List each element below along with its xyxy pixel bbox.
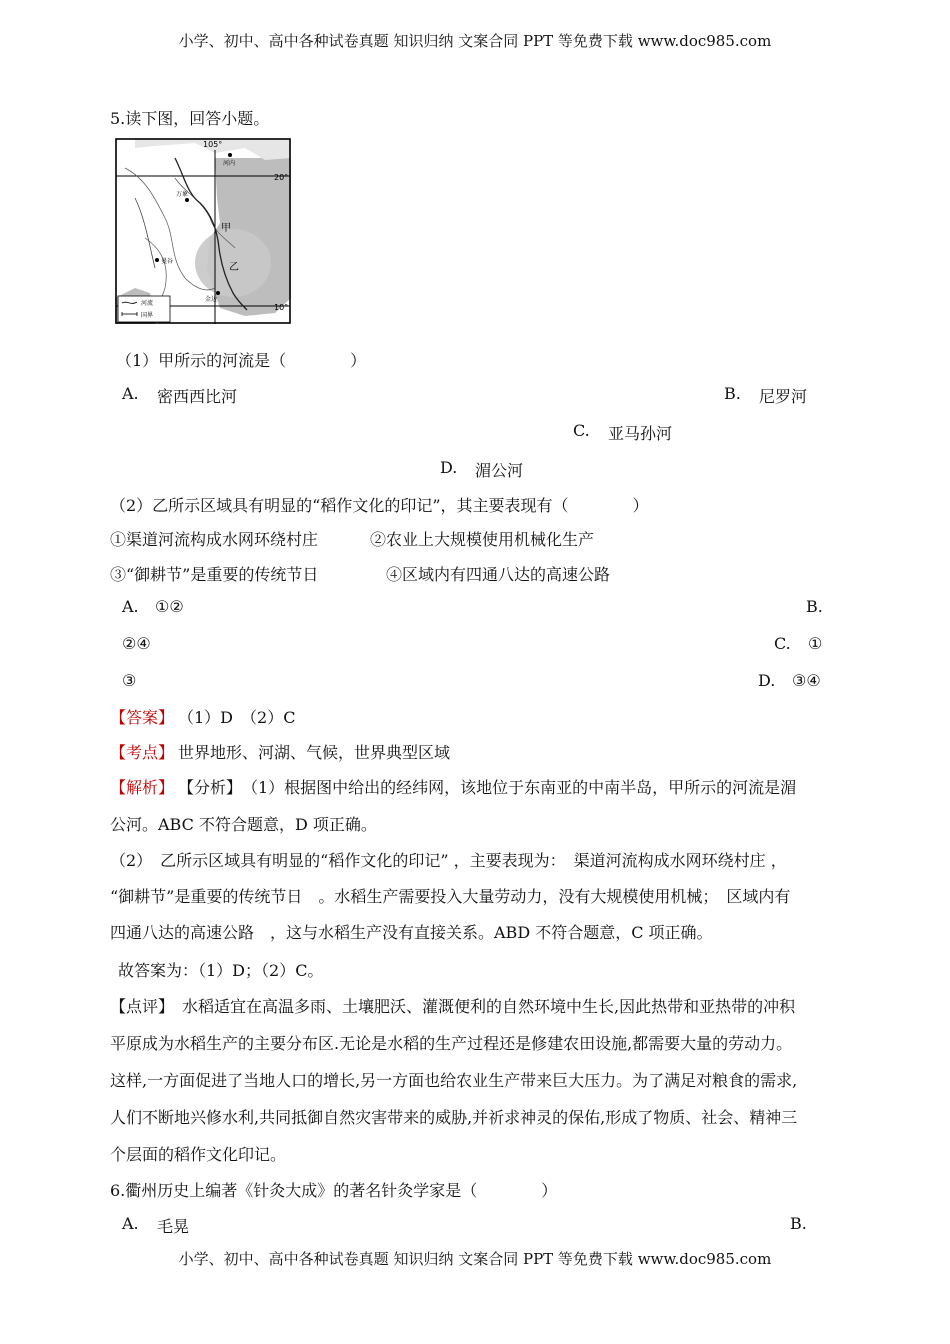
sub1-option-d: 湄公河: [475, 461, 524, 480]
sub2-option-c-part2: ③: [122, 671, 137, 690]
label-yi: 乙: [229, 262, 239, 273]
sub1-option-c-letter: C.: [573, 421, 590, 440]
sub1-option-b-letter: B.: [724, 384, 741, 403]
place-hanoi: 河内: [223, 160, 236, 167]
sub2-statement-1: ①渠道河流构成水网环绕村庄: [110, 530, 319, 549]
answer-tag: 【答案】: [110, 708, 175, 727]
sub2-option-c-part1: ①: [808, 634, 823, 653]
sub1-option-b: 尼罗河: [759, 387, 808, 406]
longitude-label: 105°: [203, 140, 223, 149]
analysis-line-3: （2） 乙所示区域具有明显的“稻作文化的印记” ，主要表现为： 渠道河流构成水网环绕村庄 ，: [110, 851, 787, 870]
kaodian-text: 世界地形、河湖、气候，世界典型区域: [178, 743, 451, 762]
sub2-option-a: ①②: [155, 597, 184, 616]
sub2-option-b-letter: B.: [806, 597, 823, 616]
jiexi-tag: 【解析】: [110, 778, 175, 797]
dianping-line-3: 这样,一方面促进了当地人口的增长,另一方面也给农业生产带来巨大压力。为了满足对粮食的需求,: [110, 1071, 798, 1090]
answer-text: （1）D （2）C: [178, 708, 296, 727]
sub2-statement-4: ④区域内有四通八达的高速公路: [386, 565, 611, 584]
legend-border: 国界: [141, 312, 154, 319]
sub2-option-d-letter: D.: [758, 671, 776, 690]
sub1-stem: （1）甲所示的河流是（ ）: [116, 351, 367, 370]
sub2-option-d: ③④: [792, 671, 821, 690]
sub2-option-c-letter: C.: [774, 634, 791, 653]
sub1-option-d-letter: D.: [440, 458, 458, 477]
legend-river: 河流: [141, 300, 154, 307]
place-vientiane: 万象: [176, 191, 189, 198]
page-footer: 小学、初中、高中各种试卷真题 知识归纳 文案合同 PPT 等免费下载 www.doc985.com: [178, 1250, 772, 1268]
indochina-map: [115, 138, 291, 324]
dianping-line-1: 【点评】 水稻适宜在高温多雨、土壤肥沃、灌溉便利的自然环境中生长,因此热带和亚热带的冲积: [110, 997, 796, 1016]
question-6-stem: 6.衢州历史上编著《针灸大成》的著名针灸学家是（ ）: [110, 1181, 558, 1200]
label-jia: 甲: [221, 223, 231, 234]
page-header: 小学、初中、高中各种试卷真题 知识归纳 文案合同 PPT 等免费下载 www.doc985.com: [178, 32, 772, 50]
latitude-bottom-label: 10°: [274, 303, 289, 312]
place-phnompenh: 金边: [205, 296, 218, 303]
sub2-statement-3: ③“御耕节”是重要的传统节日: [110, 565, 319, 584]
dianping-line-4: 人们不断地兴修水利,共同抵御自然灾害带来的威胁,并祈求神灵的保佑,形成了物质、社会、精神三: [110, 1108, 798, 1127]
dianping-line-2: 平原成为水稻生产的主要分布区.无论是水稻的生产过程还是修建农田设施,都需要大量的劳动力。: [110, 1034, 793, 1053]
sub2-option-a-letter: A.: [122, 597, 139, 616]
kaodian-tag: 【考点】: [110, 743, 175, 762]
analysis-line-4: “御耕节”是重要的传统节日 。水稻生产需要投入大量劳动力，没有大规模使用机械； 区域内有: [110, 887, 791, 906]
latitude-top-label: 20°: [274, 173, 289, 182]
q6-option-a-letter: A.: [122, 1214, 139, 1233]
sub2-statement-2: ②农业上大规模使用机械化生产: [370, 530, 595, 549]
analysis-line-6: 故答案为：（1）D；（2）C。: [118, 961, 324, 980]
dianping-line-5: 个层面的稻作文化印记。: [110, 1145, 287, 1164]
q6-option-b-letter: B.: [790, 1214, 807, 1233]
sub1-option-c: 亚马孙河: [608, 424, 673, 443]
place-bangkok: 曼谷: [161, 258, 174, 265]
sub1-option-a-letter: A.: [122, 384, 139, 403]
analysis-line-1: 【分析】 （1）根据图中给出的经纬网，该地位于东南亚的中南半岛，甲所示的河流是湄: [178, 778, 797, 797]
question-5-stem: 5.读下图，回答小题。: [110, 109, 270, 128]
sub1-option-a: 密西西比河: [157, 387, 238, 406]
sub2-stem: （2）乙所示区域具有明显的“稻作文化的印记”，其主要表现有（ ）: [110, 496, 649, 515]
analysis-line-2: 公河。ABC 不符合题意，D 项正确。: [110, 815, 377, 834]
analysis-line-5: 四通八达的高速公路 ，这与水稻生产没有直接关系。ABD 不符合题意，C 项正确。: [110, 923, 713, 942]
sub2-option-b: ②④: [122, 634, 151, 653]
q6-option-a: 毛晃: [157, 1217, 190, 1236]
